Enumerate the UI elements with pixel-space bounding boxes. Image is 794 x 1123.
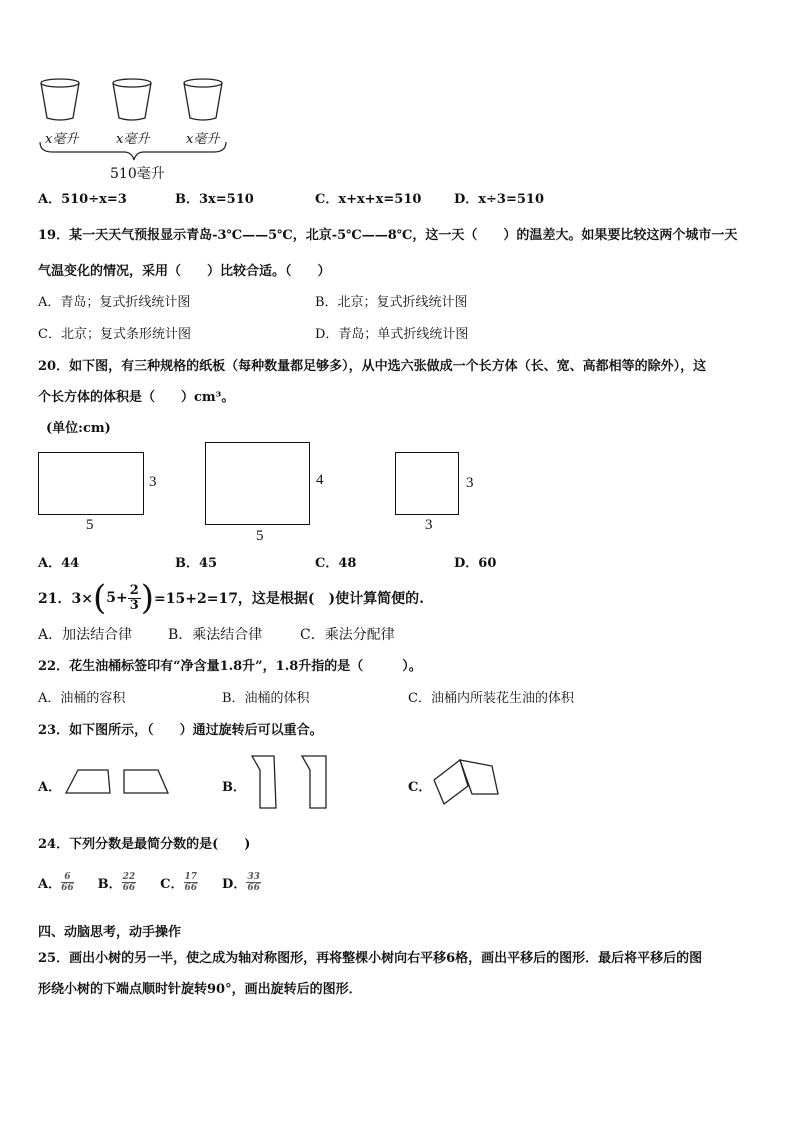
board-3-height: 3 [466,475,474,491]
q21-frac-num: 2 [129,582,139,598]
board-2-height: 4 [316,472,324,488]
q18-option-c[interactable]: C．x+x+x=510 [315,192,422,207]
q19-line2: 气温变化的情况，采用（ ）比较合适。（ ） [38,264,331,279]
q20-option-d[interactable]: D．60 [454,556,497,571]
q21-paren-left: ( [92,578,107,618]
q24-option-b-label: B． [97,877,122,892]
q19-option-c[interactable]: C．北京；复式条形统计图 [38,327,191,342]
board-5x4 [205,442,310,525]
frac-den: 66 [184,883,198,893]
frac-den: 66 [61,883,74,893]
q21-option-b[interactable]: B．乘法结合律 [168,627,263,643]
q20-line1: 20．如下图，有三种规格的纸板（每种数量都足够多），从中选六张做成一个长方体（长、宽、高都相等的除外），这 [38,359,707,374]
q24-option-a-fraction [61,872,74,893]
board-1-width: 5 [86,517,94,533]
q21-suffix: =15+2=17，这是根据( )使计算简便的. [154,591,425,607]
q21-fraction [128,584,141,613]
q25-line2: 形绕小树的下端点顺时针旋转90°，画出旋转后的图形． [38,982,362,997]
q24-option-c-fraction [184,872,199,893]
q20-option-b[interactable]: B．45 [175,556,218,571]
cup-1-icon [41,79,79,120]
frac-num: 22 [122,872,136,882]
frac-den: 66 [122,883,136,893]
board-2-width: 5 [256,528,264,544]
q18-option-d[interactable]: D．x÷3=510 [454,192,544,207]
q19-line1: 19．某一天天气预报显示青岛-3℃——5℃，北京-5℃——8℃，这一天（ ）的温差大。如果要比较这两个城市一天 [38,228,738,243]
q24-option-a[interactable] [38,872,74,893]
q23-text: 23．如下图所示，（ ）通过旋转后可以重合。 [38,723,323,738]
q24-option-d[interactable] [222,872,261,893]
q20-option-a[interactable]: A．44 [38,556,80,571]
board-3x3 [395,452,459,515]
q21-prefix: 21．3× [38,591,93,607]
q23-option-a-figure [62,768,172,798]
q22-option-a[interactable]: A．油桶的容积 [38,691,126,706]
cups-figure [36,74,236,164]
q24-option-a-label: A． [38,877,62,892]
q24-option-d-label: D． [222,877,247,892]
q22-option-b[interactable]: B．油桶的体积 [222,691,310,706]
board-3-width: 3 [425,517,433,533]
q24-option-b[interactable] [98,872,137,893]
q23-option-b-label[interactable]: B． [222,780,246,795]
q19-option-b[interactable]: B．北京；复式折线统计图 [315,295,468,310]
q19-option-d[interactable]: D．青岛；单式折线统计图 [315,327,469,342]
cup-2-label: x毫升 [116,132,150,147]
q24-option-b-fraction [122,872,137,893]
cup-3-label: x毫升 [186,132,220,147]
q24-option-c-label: C． [160,877,184,892]
frac-num: 6 [61,872,74,883]
q24-options [38,872,261,893]
frac-num: 33 [247,872,260,882]
frac-num: 17 [184,872,198,882]
board-5x3 [38,452,144,515]
cup-2-icon [113,79,151,120]
q24-option-c[interactable] [160,872,198,893]
q18-option-a[interactable]: A．510÷x=3 [38,192,127,207]
q24-option-d-fraction [246,872,261,893]
q21-frac-den: 3 [129,597,139,613]
q23-option-c-label[interactable]: C． [408,780,432,795]
q23-option-c-figure [430,756,510,808]
q22-text: 22．花生油桶标签印有“净含量1.8升”，1.8升指的是（ ）。 [38,659,422,674]
q25-line1: 25．画出小树的另一半，使之成为轴对称图形，再将整棵小树向右平移6格，画出平移后的图形．最后将平移后的图 [38,951,703,966]
q19-option-a[interactable]: A．青岛；复式折线统计图 [38,295,191,310]
cup-1-label: x毫升 [45,132,79,147]
frac-den: 66 [247,883,260,893]
q21-option-a[interactable]: A．加法结合律 [38,627,133,643]
section-4-title: 四、动脑思考，动手操作 [38,925,182,940]
q21-whole: 5+ [106,590,128,606]
q23-option-a-label[interactable]: A． [38,780,62,795]
q24-text: 24．下列分数是最简分数的是( ) [38,837,251,852]
q23-option-b-figure [248,752,338,812]
q22-option-c[interactable]: C．油桶内所装花生油的体积 [408,691,574,706]
q21-question [38,578,424,618]
cup-3-icon [184,79,222,120]
board-1-height: 3 [149,474,157,490]
q21-option-c[interactable]: C．乘法分配律 [300,627,395,643]
q18-option-b[interactable]: B．3x=510 [175,192,254,207]
unit-label: (单位:cm) [46,421,111,436]
q21-paren-right: ) [140,578,155,618]
total-label: 510毫升 [110,166,165,182]
q20-line2: 个长方体的体积是（ ）cm³。 [38,390,235,405]
q20-option-c[interactable]: C．48 [315,556,357,571]
